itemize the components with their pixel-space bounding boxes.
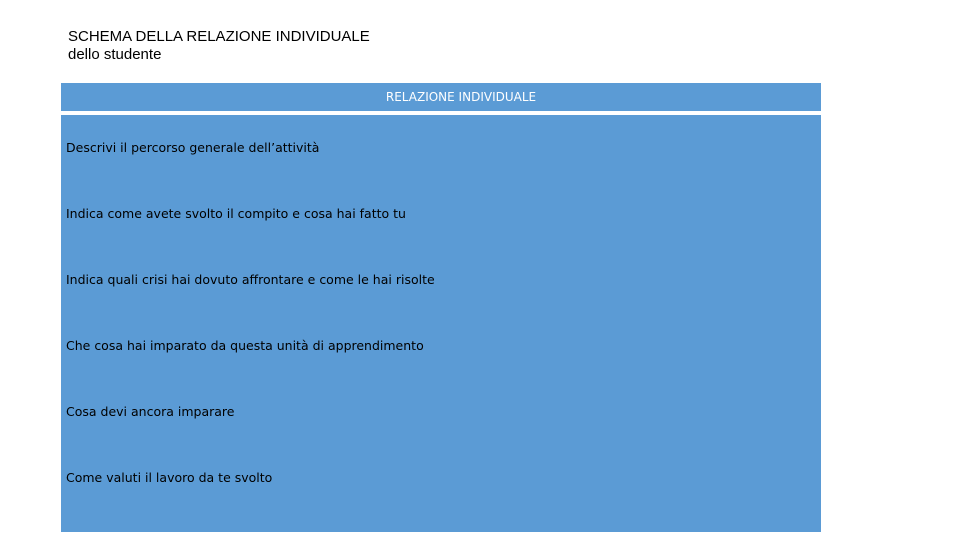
document-title xyxy=(68,28,370,64)
document-title-line-1: SCHEMA DELLA RELAZIONE INDIVIDUALE xyxy=(68,28,370,45)
table-row-percorso: Descrivi il percorso generale dell’attività xyxy=(66,140,320,155)
document-title-line-2: dello studente xyxy=(68,46,162,63)
table-row-crisi: Indica quali crisi hai dovuto affrontare e come le hai risolte xyxy=(66,272,435,287)
table-row-imparato: Che cosa hai imparato da questa unità di apprendimento xyxy=(66,338,424,353)
table-header: RELAZIONE INDIVIDUALE xyxy=(61,83,821,111)
table-row-ancora-imparare: Cosa devi ancora imparare xyxy=(66,404,235,419)
table-row-valutazione: Come valuti il lavoro da te svolto xyxy=(66,470,273,485)
table-body xyxy=(61,115,821,532)
table-row-compito: Indica come avete svolto il compito e cosa hai fatto tu xyxy=(66,206,406,221)
